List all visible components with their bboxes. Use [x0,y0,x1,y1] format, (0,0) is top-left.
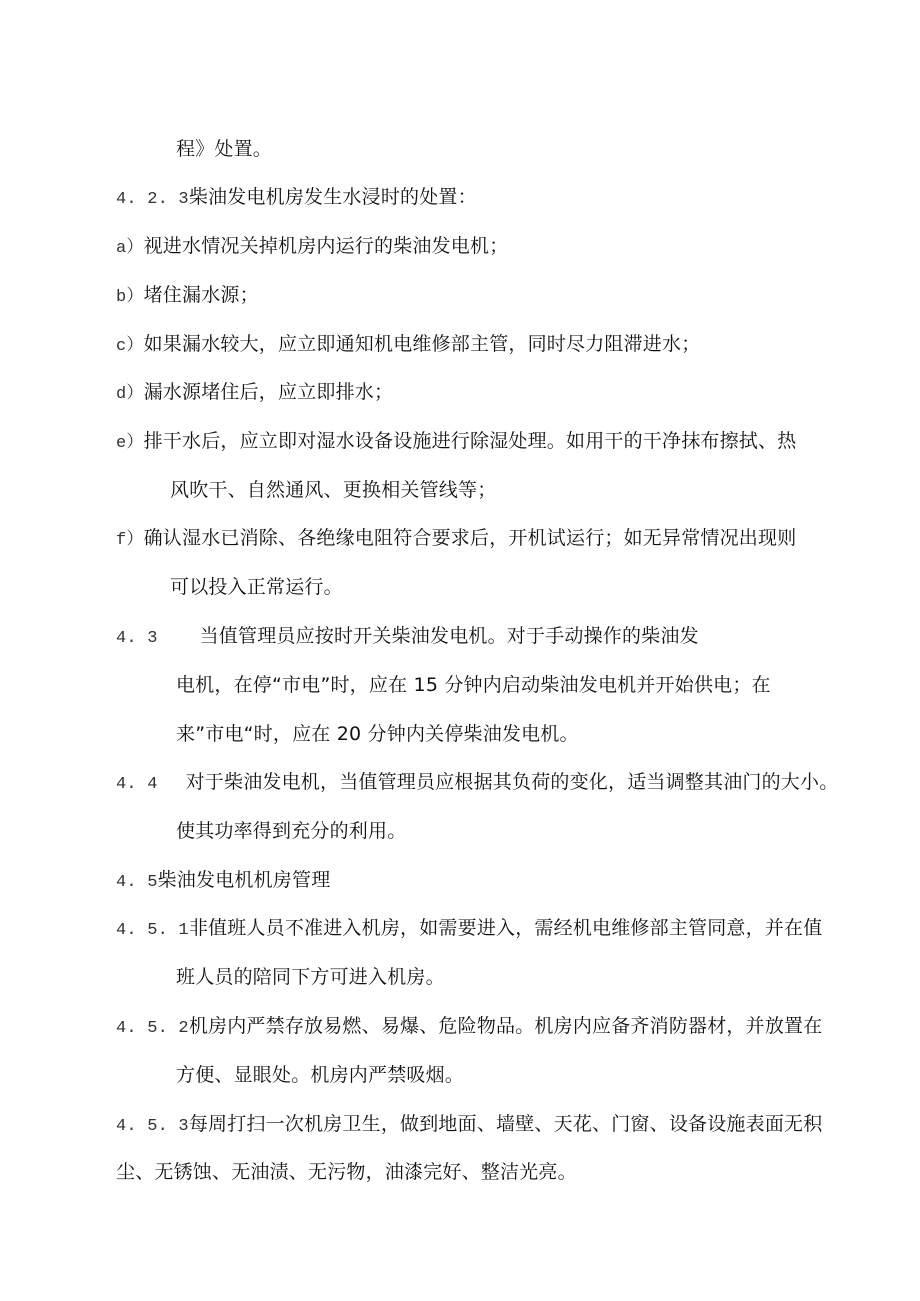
section-number: 4. 5. 2 [116,1019,189,1038]
paragraph-text: 班人员的陪同下方可进入机房。 [176,966,445,988]
paragraph-text: 对于柴油发电机，当值管理员应根据其负荷的变化，适当调整其油门的大小。 [185,771,839,793]
list-item-text: 排干水后，应立即对湿水设备设施进行除湿处理。如用干的干净抹布擦拭、热 [143,430,797,452]
continuation-line [176,1062,464,1088]
list-item-b [116,282,259,311]
section-number: 4. 5. 1 [116,921,189,940]
continuation-line [170,477,496,503]
list-marker: b） [116,288,144,307]
paragraph-text: 程》处置。 [176,138,273,160]
list-marker: c） [116,337,144,356]
list-marker: e） [116,434,144,453]
section-heading-4-2-3 [116,184,477,213]
section-number: 4. 5. 3 [116,1117,189,1136]
paragraph-text: 电机，在停“市电”时，应在 15 分钟内启动柴油发电机并开始供电；在 [176,674,771,696]
list-item-text: 确认湿水已消除、各绝缘电阻符合要求后，开机试运行；如无异常情况出现则 [143,527,797,549]
paragraph-text: 尘、无锈蚀、无油渍、无污物，油漆完好、整洁光亮。 [116,1161,577,1183]
paragraph-text: 当值管理员应按时开关柴油发电机。对于手动操作的柴油发 [199,625,699,647]
section-heading-4-5-3 [116,1111,822,1140]
list-marker: a） [116,239,144,258]
paragraph-text: 非值班人员不准进入机房，如需要进入，需经机电维修部主管同意，并在值 [188,917,823,939]
paragraph-text: 可以投入正常运行。 [170,576,343,598]
list-item-text: 堵住漏水源； [143,284,259,306]
list-item-text: 视进水情况关掉机房内运行的柴油发电机； [143,235,509,257]
list-item-e [116,428,796,457]
section-heading-4-5-1 [116,915,822,944]
continuation-line [176,136,272,162]
paragraph-text: 方便、显眼处。机房内严禁吸烟。 [176,1064,465,1086]
list-marker: d） [116,385,144,404]
paragraph-text: 每周打扫一次机房卫生，做到地面、墙壁、天花、门窗、设备设施表面无积 [188,1113,823,1135]
section-number: 4. 2. 3 [116,190,189,209]
list-item-f [116,525,796,554]
list-item-c [116,331,700,360]
section-heading-4-5-2 [116,1013,822,1042]
section-heading-4-5 [116,867,330,896]
section-number: 4. 3 [116,629,158,648]
list-item-text: 如果漏水较大，应立即通知机电维修部主管，同时尽力阻滞进水； [143,333,701,355]
section-heading-4-3 [116,623,699,652]
section-title: 柴油发电机房发生水浸时的处置： [188,186,477,208]
continuation-line [176,964,445,990]
continuation-line [116,1159,577,1185]
continuation-line [170,574,343,600]
paragraph-text: 使其功率得到充分的利用。 [176,820,407,842]
continuation-line [176,672,771,698]
section-number: 4. 5 [116,873,158,892]
section-heading-4-4 [116,769,838,798]
paragraph-text: 机房内严禁存放易燃、易爆、危险物品。机房内应备齐消防器材，并放置在 [188,1015,823,1037]
paragraph-text: 风吹干、自然通风、更换相关管线等； [170,479,497,501]
list-item-a [116,233,508,262]
continuation-line [176,721,579,747]
section-number: 4. 4 [116,775,158,794]
list-marker: f） [116,531,144,550]
paragraph-text: 来”市电“时，应在 20 分钟内关停柴油发电机。 [176,723,579,745]
list-item-d [116,379,393,408]
list-item-text: 漏水源堵住后，应立即排水； [143,381,394,403]
continuation-line [176,818,406,844]
section-title: 柴油发电机机房管理 [157,869,331,891]
